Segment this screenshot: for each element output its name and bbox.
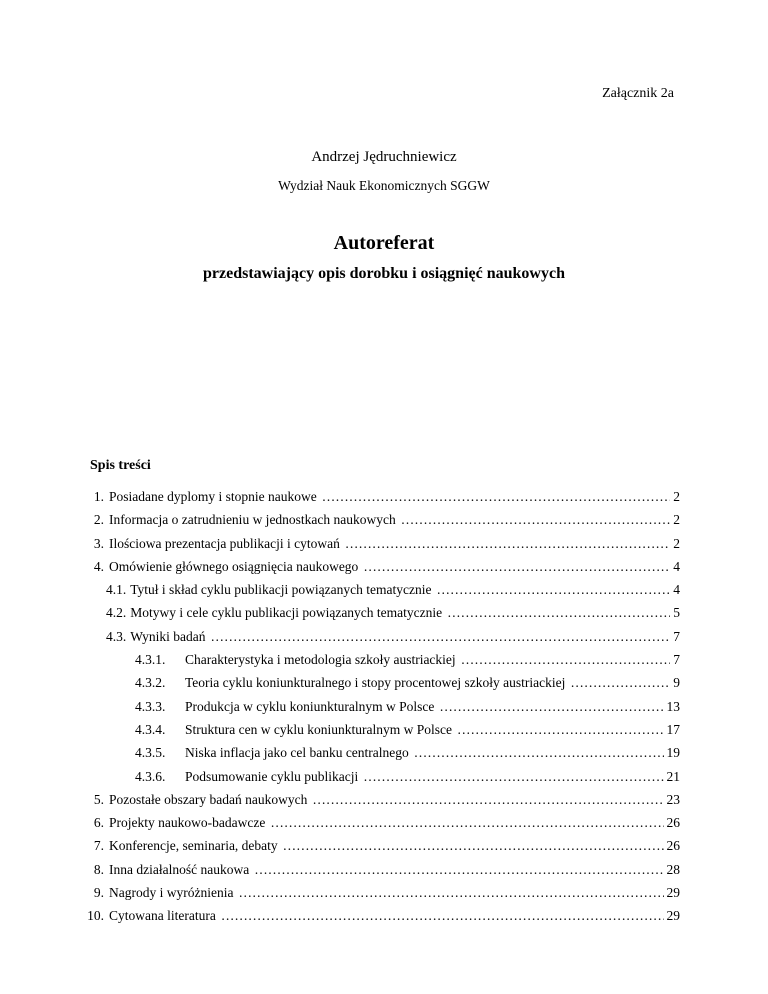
toc-title: Pozostałe obszary badań naukowych	[109, 788, 312, 811]
toc-entry[interactable]	[80, 671, 680, 694]
toc-entry[interactable]	[80, 765, 680, 788]
toc-page-number: 5	[673, 605, 680, 621]
toc-title: Charakterystyka i metodologia szkoły austriackiej	[185, 648, 461, 671]
toc-page-number: 17	[666, 721, 680, 737]
toc-entry[interactable]	[80, 788, 680, 811]
toc-heading: Spis treści	[90, 458, 151, 473]
toc-number: 7.	[93, 838, 104, 854]
toc-page-number: 9	[673, 675, 680, 691]
toc-number: 4.2.	[106, 605, 127, 621]
toc-entry[interactable]	[80, 508, 680, 531]
toc-leader	[363, 765, 663, 788]
toc-title: Wyniki badań	[130, 625, 210, 648]
toc-number: 5.	[93, 791, 104, 807]
toc-title: Struktura cen w cyklu koniunkturalnym w Polsce	[185, 718, 457, 741]
toc-entry[interactable]	[80, 858, 680, 881]
toc-number: 4.3.	[106, 628, 127, 644]
toc-title: Niska inflacja jako cel banku centralnego	[185, 741, 414, 764]
toc-entry[interactable]	[80, 741, 680, 764]
document-subtitle: przedstawiający opis dorobku i osiągnięć naukowych	[203, 265, 565, 282]
toc-page-number: 7	[673, 652, 680, 668]
toc-number: 4.3.4.	[135, 721, 166, 737]
toc-entry[interactable]	[80, 555, 680, 578]
toc-entry[interactable]	[80, 904, 680, 927]
toc-page-number: 4	[673, 558, 680, 574]
toc-leader	[363, 555, 670, 578]
toc-page-number: 2	[673, 535, 680, 551]
toc-page-number: 13	[666, 698, 680, 714]
toc-number: 9.	[93, 885, 104, 901]
toc-leader	[461, 648, 671, 671]
toc-leader	[401, 508, 670, 531]
toc-leader	[457, 718, 664, 741]
toc-entry[interactable]	[80, 485, 680, 508]
toc-number: 3.	[93, 535, 104, 551]
toc-number: 2.	[93, 512, 104, 528]
toc-title: Konferencje, seminaria, debaty	[109, 834, 283, 857]
toc-leader	[570, 671, 670, 694]
toc-leader	[322, 485, 671, 508]
toc-number: 4.	[93, 558, 104, 574]
toc-title: Informacja o zatrudnieniu w jednostkach naukowych	[109, 508, 401, 531]
toc-leader	[270, 811, 663, 834]
toc-number: 8.	[93, 861, 104, 877]
faculty-name: Wydział Nauk Ekonomicznych SGGW	[278, 178, 490, 193]
toc-entry[interactable]	[80, 625, 680, 648]
toc-title: Motywy i cele cyklu publikacji powiązanych tematycznie	[130, 601, 447, 624]
toc-title: Omówienie głównego osiągnięcia naukowego	[109, 555, 363, 578]
toc-title: Tytuł i skład cyklu publikacji powiązanych tematycznie	[130, 578, 436, 601]
toc-entry[interactable]	[80, 648, 680, 671]
toc-entry[interactable]	[80, 578, 680, 601]
toc-title: Podsumowanie cyklu publikacji	[185, 765, 363, 788]
table-of-contents	[80, 485, 680, 928]
toc-page-number: 29	[666, 908, 680, 924]
toc-number: 4.3.6.	[135, 768, 166, 784]
toc-leader	[439, 695, 663, 718]
toc-page-number: 26	[666, 838, 680, 854]
toc-leader	[345, 532, 670, 555]
toc-entry[interactable]	[80, 834, 680, 857]
toc-number: 1.	[93, 489, 104, 504]
toc-page-number: 26	[666, 815, 680, 831]
toc-number: 4.3.1.	[135, 652, 166, 668]
toc-number: 4.1.	[106, 582, 127, 598]
toc-number: 4.3.2.	[135, 675, 166, 691]
toc-title: Posiadane dyplomy i stopnie naukowe	[109, 485, 322, 508]
toc-number: 4.3.5.	[135, 745, 166, 761]
toc-title: Cytowana literatura	[109, 904, 221, 927]
toc-leader	[254, 858, 663, 881]
document-title: Autoreferat	[333, 232, 435, 254]
toc-page-number: 7	[673, 628, 680, 644]
toc-leader	[221, 904, 664, 927]
toc-page-number: 19	[666, 745, 680, 761]
toc-number: 10.	[87, 908, 104, 924]
toc-entry[interactable]	[80, 881, 680, 904]
toc-title: Teoria cyklu koniunkturalnego i stopy procentowej szkoły austriackiej	[185, 671, 570, 694]
toc-page-number: 2	[673, 512, 680, 528]
toc-page-number: 23	[666, 791, 680, 807]
toc-number: 4.3.3.	[135, 698, 166, 714]
toc-page-number: 28	[666, 861, 680, 877]
toc-page-number: 21	[666, 768, 680, 784]
annex-label: Załącznik 2a	[602, 86, 674, 101]
toc-entry[interactable]	[80, 532, 680, 555]
toc-leader	[312, 788, 663, 811]
toc-number: 6.	[93, 815, 104, 831]
toc-leader	[211, 625, 671, 648]
toc-leader	[414, 741, 664, 764]
toc-title: Inna działalność naukowa	[109, 858, 254, 881]
toc-entry[interactable]	[80, 601, 680, 624]
toc-entry[interactable]	[80, 695, 680, 718]
toc-entry[interactable]	[80, 811, 680, 834]
toc-title: Ilościowa prezentacja publikacji i cytowań	[109, 532, 345, 555]
author-name: Andrzej Jędruchniewicz	[311, 149, 457, 165]
toc-page-number: 4	[673, 582, 680, 598]
toc-leader	[238, 881, 663, 904]
toc-leader	[447, 601, 670, 624]
toc-entry[interactable]	[80, 718, 680, 741]
toc-page-number: 29	[666, 885, 680, 901]
toc-leader	[436, 578, 670, 601]
toc-page-number: 2	[673, 489, 680, 504]
toc-title: Nagrody i wyróżnienia	[109, 881, 238, 904]
toc-leader	[283, 834, 664, 857]
toc-title: Produkcja w cyklu koniunkturalnym w Polsce	[185, 695, 439, 718]
toc-title: Projekty naukowo-badawcze	[109, 811, 270, 834]
